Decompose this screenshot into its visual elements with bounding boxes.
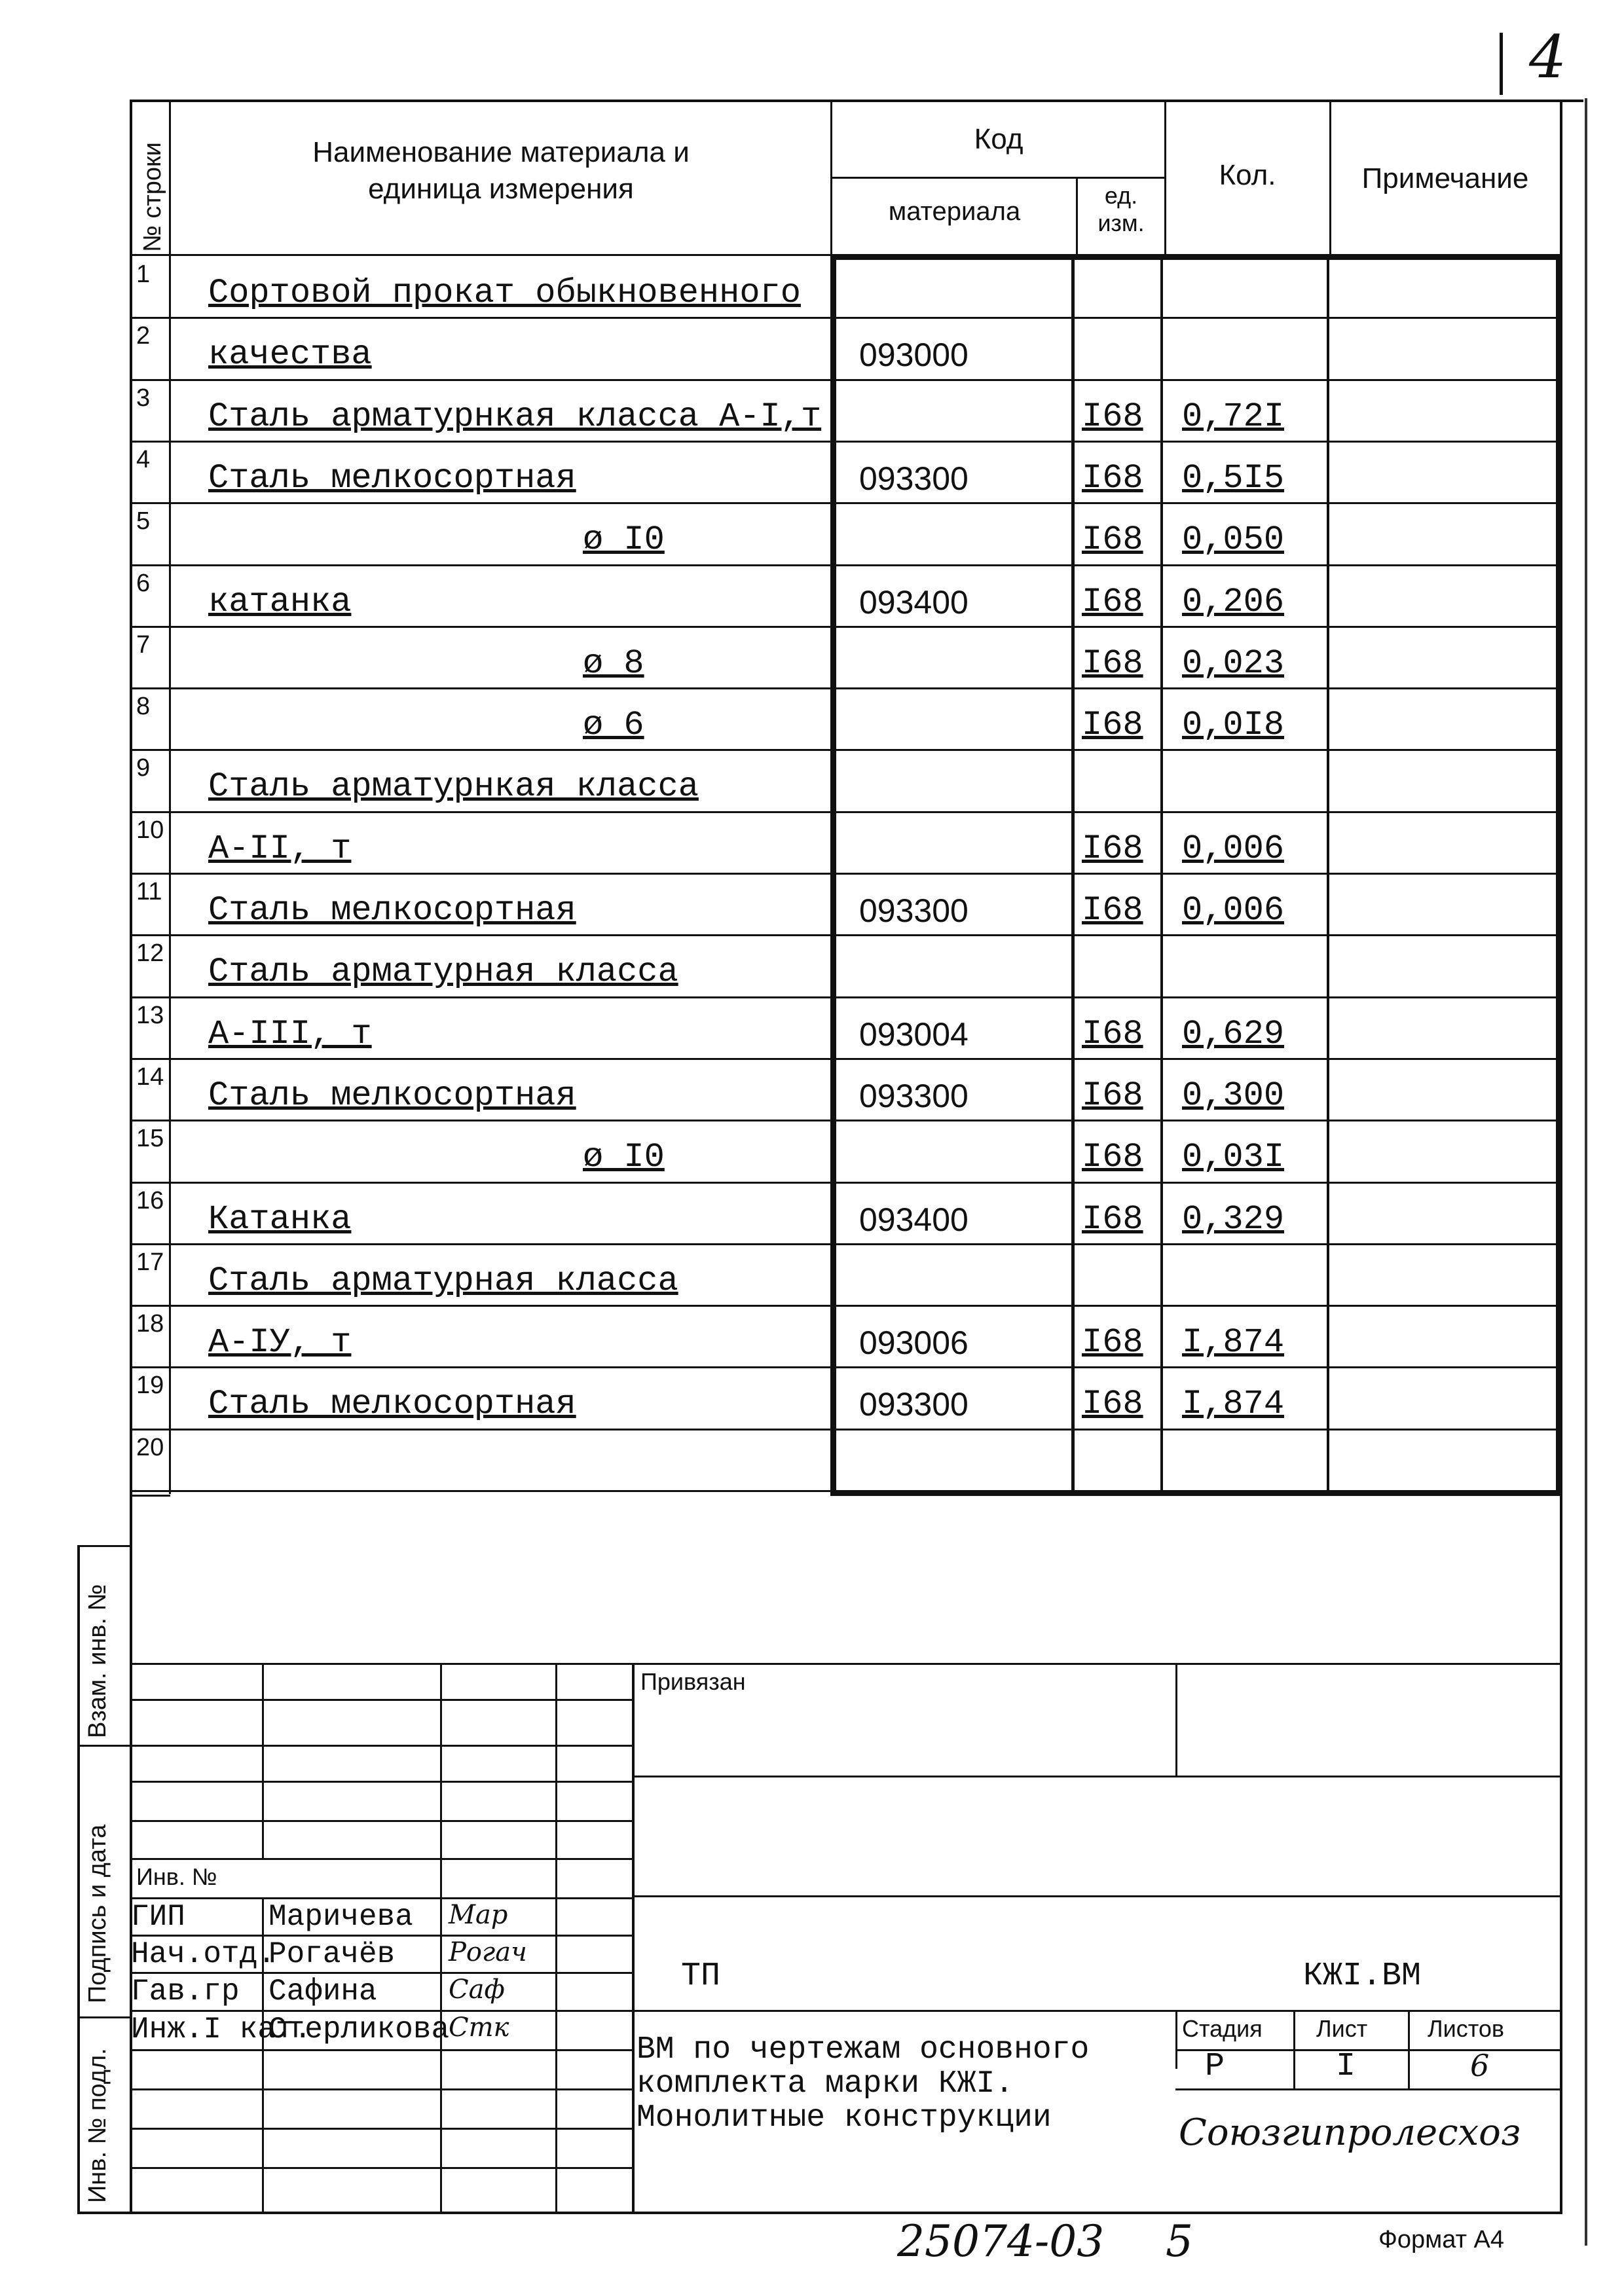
row-number: 6 (136, 570, 151, 597)
unit-code: I68 (1082, 891, 1143, 930)
material-code: 093006 (859, 1324, 969, 1361)
row-number: 19 (136, 1372, 164, 1399)
row-separator (130, 749, 1562, 751)
row-separator (130, 1058, 1562, 1060)
row-number: 18 (136, 1310, 164, 1338)
row-separator (130, 873, 1562, 875)
unit-code: I68 (1082, 520, 1143, 559)
sheet-value: I (1336, 2048, 1356, 2085)
quantity: 0,050 (1182, 520, 1285, 559)
quantity: I,874 (1182, 1385, 1285, 1423)
row-separator (130, 317, 1562, 319)
row-separator (130, 441, 1562, 443)
row-separator (130, 934, 1562, 936)
unit-code: I68 (1082, 583, 1143, 621)
row-number: 5 (136, 507, 151, 535)
stage-value: Р (1205, 2048, 1225, 2085)
row-number: 17 (136, 1248, 164, 1276)
row-separator (130, 1490, 1562, 1492)
stage-label: Стадия (1182, 2015, 1263, 2042)
row-number: 12 (136, 939, 164, 967)
material-name: Сталь арматурная класса (208, 1262, 678, 1300)
podpis-label: Подпись и дата (84, 1824, 111, 2003)
quantity: I,874 (1182, 1323, 1285, 1362)
row-number: 20 (136, 1434, 164, 1461)
signer-role: Гав.гр (131, 1975, 240, 2009)
document-title (637, 2033, 1089, 2135)
row-separator (130, 811, 1562, 813)
page-index: 5 (1166, 2216, 1193, 2267)
row-number: 1 (136, 261, 151, 288)
signer-name: Маричева (268, 1900, 413, 1934)
unit-code: I68 (1082, 1323, 1143, 1362)
material-name: катанка (208, 583, 352, 621)
signer-signature: Саф (449, 1975, 505, 2005)
row-separator (130, 626, 1562, 628)
signer-name: Рогачёв (268, 1937, 396, 1971)
material-name: А-III, т (208, 1015, 372, 1053)
sheets-label: Листов (1428, 2015, 1504, 2042)
quantity: 0,206 (1182, 583, 1285, 621)
signer-role: Нач.отд. (131, 1937, 276, 1971)
row-separator (130, 1120, 1562, 1121)
material-name: ø I0 (583, 520, 665, 559)
row-separator (130, 687, 1562, 689)
row-separator (130, 1243, 1562, 1245)
unit-code: I68 (1082, 397, 1143, 436)
row-separator (130, 379, 1562, 381)
material-header: материала (888, 197, 1021, 226)
material-name: Сталь мелкосортная (208, 891, 576, 930)
unit-code: I68 (1082, 706, 1143, 744)
row-separator (130, 1182, 1562, 1184)
quantity: 0,03I (1182, 1138, 1285, 1176)
material-name: качества (208, 335, 372, 374)
tp-label: ТП (681, 1958, 721, 1995)
material-code: 093300 (859, 1078, 969, 1114)
unit-code: I68 (1082, 1200, 1143, 1239)
row-number: 8 (136, 693, 151, 720)
material-name: Сталь арматурнкая класса А-I,т (208, 397, 822, 436)
material-code: 093300 (859, 1386, 969, 1423)
quantity: 0,329 (1182, 1200, 1285, 1239)
quantity: 0,5I5 (1182, 459, 1285, 498)
material-code: 093300 (859, 460, 969, 497)
organization-name: Союзгипролесхоз (1179, 2111, 1521, 2154)
sheets-value: 6 (1470, 2048, 1490, 2083)
code-header: Код (974, 123, 1024, 155)
row-separator (130, 996, 1562, 998)
material-name: ø 6 (583, 706, 644, 744)
row-number: 7 (136, 631, 151, 659)
material-code: 093004 (859, 1016, 969, 1053)
unit-code: I68 (1082, 1385, 1143, 1423)
row-number: 11 (136, 878, 162, 905)
row-number: 16 (136, 1187, 164, 1214)
unit-code: I68 (1082, 644, 1143, 683)
row-number: 4 (136, 446, 151, 473)
material-name: Сталь арматурнкая класса (208, 767, 699, 806)
document-number: 25074-03 (897, 2216, 1105, 2267)
signer-role: Инж.I кат. (131, 2013, 312, 2047)
vzam-label: Взам. инв. № (84, 1584, 111, 1738)
signer-role: ГИП (131, 1900, 185, 1934)
material-code: 093300 (859, 892, 969, 929)
row-separator (130, 1305, 1562, 1307)
quantity: 0,023 (1182, 644, 1285, 683)
unit-code: I68 (1082, 459, 1143, 498)
row-number: 10 (136, 816, 164, 844)
format-label: Формат А4 (1378, 2226, 1505, 2253)
unit-header-line2: изм. (1098, 210, 1145, 236)
unit-header-line1: ед. (1104, 182, 1138, 209)
document-code: КЖI.ВМ (1303, 1958, 1422, 1995)
row-number: 9 (136, 754, 151, 782)
title-line1: ВМ по чертежам основного (637, 2032, 1090, 2068)
name-header-line1: Наименование материала и (312, 136, 690, 168)
quantity: 0,72I (1182, 397, 1285, 436)
row-number: 15 (136, 1125, 164, 1152)
quantity: 0,629 (1182, 1015, 1285, 1053)
row-number: 2 (136, 322, 151, 350)
quantity: 0,006 (1182, 891, 1285, 930)
material-name: Сталь мелкосортная (208, 459, 576, 498)
material-code: 093400 (859, 1201, 969, 1238)
signer-signature: Рогач (449, 1937, 527, 1967)
signer-name: Сафина (268, 1975, 377, 2009)
privyazan-label: Привязан (640, 1668, 746, 1695)
row-number: 14 (136, 1063, 164, 1091)
row-separator (130, 502, 1562, 504)
unit-code: I68 (1082, 1076, 1143, 1115)
unit-code: I68 (1082, 1138, 1143, 1176)
title-line2: комплекта марки КЖI. (637, 2066, 1014, 2102)
material-name: ø 8 (583, 644, 644, 683)
material-name: Сталь мелкосортная (208, 1385, 576, 1423)
signer-signature: Мар (449, 1900, 508, 1930)
row-number-header: № строки (139, 142, 166, 252)
name-header-line2: единица измерения (368, 173, 634, 205)
unit-code: I68 (1082, 829, 1143, 868)
material-name: Сталь мелкосортная (208, 1076, 576, 1115)
unit-code: I68 (1082, 1015, 1143, 1053)
inv-no-label: Инв. № (136, 1863, 217, 1890)
material-name: А-II, т (208, 829, 352, 868)
page-number: 4 (1529, 23, 1567, 92)
material-name: ø I0 (583, 1138, 665, 1176)
signer-signature: Стк (449, 2013, 509, 2043)
row-number: 3 (136, 384, 151, 412)
quantity: 0,300 (1182, 1076, 1285, 1115)
row-separator (130, 1429, 1562, 1430)
row-separator (130, 1366, 1562, 1368)
row-separator (130, 564, 1562, 566)
material-name: Сталь арматурная класса (208, 953, 678, 991)
name-header (177, 134, 825, 208)
quantity: 0,006 (1182, 829, 1285, 868)
unit-header (1077, 182, 1165, 237)
signer-name: Стерликова (268, 2013, 450, 2047)
title-line3: Монолитные конструкции (637, 2100, 1052, 2136)
row-number: 13 (136, 1002, 164, 1029)
sheet-label: Лист (1316, 2015, 1368, 2042)
material-name: Сортовой прокат обыкновенного (208, 274, 801, 312)
material-name: А-IУ, т (208, 1323, 352, 1362)
inv-podl-label: Инв. № подл. (84, 2048, 111, 2203)
material-code: 093400 (859, 584, 969, 621)
material-name: Катанка (208, 1200, 352, 1239)
material-code: 093000 (859, 337, 969, 373)
qty-header: Кол. (1219, 159, 1276, 191)
quantity: 0,0I8 (1182, 706, 1285, 744)
note-header: Примечание (1361, 162, 1529, 194)
